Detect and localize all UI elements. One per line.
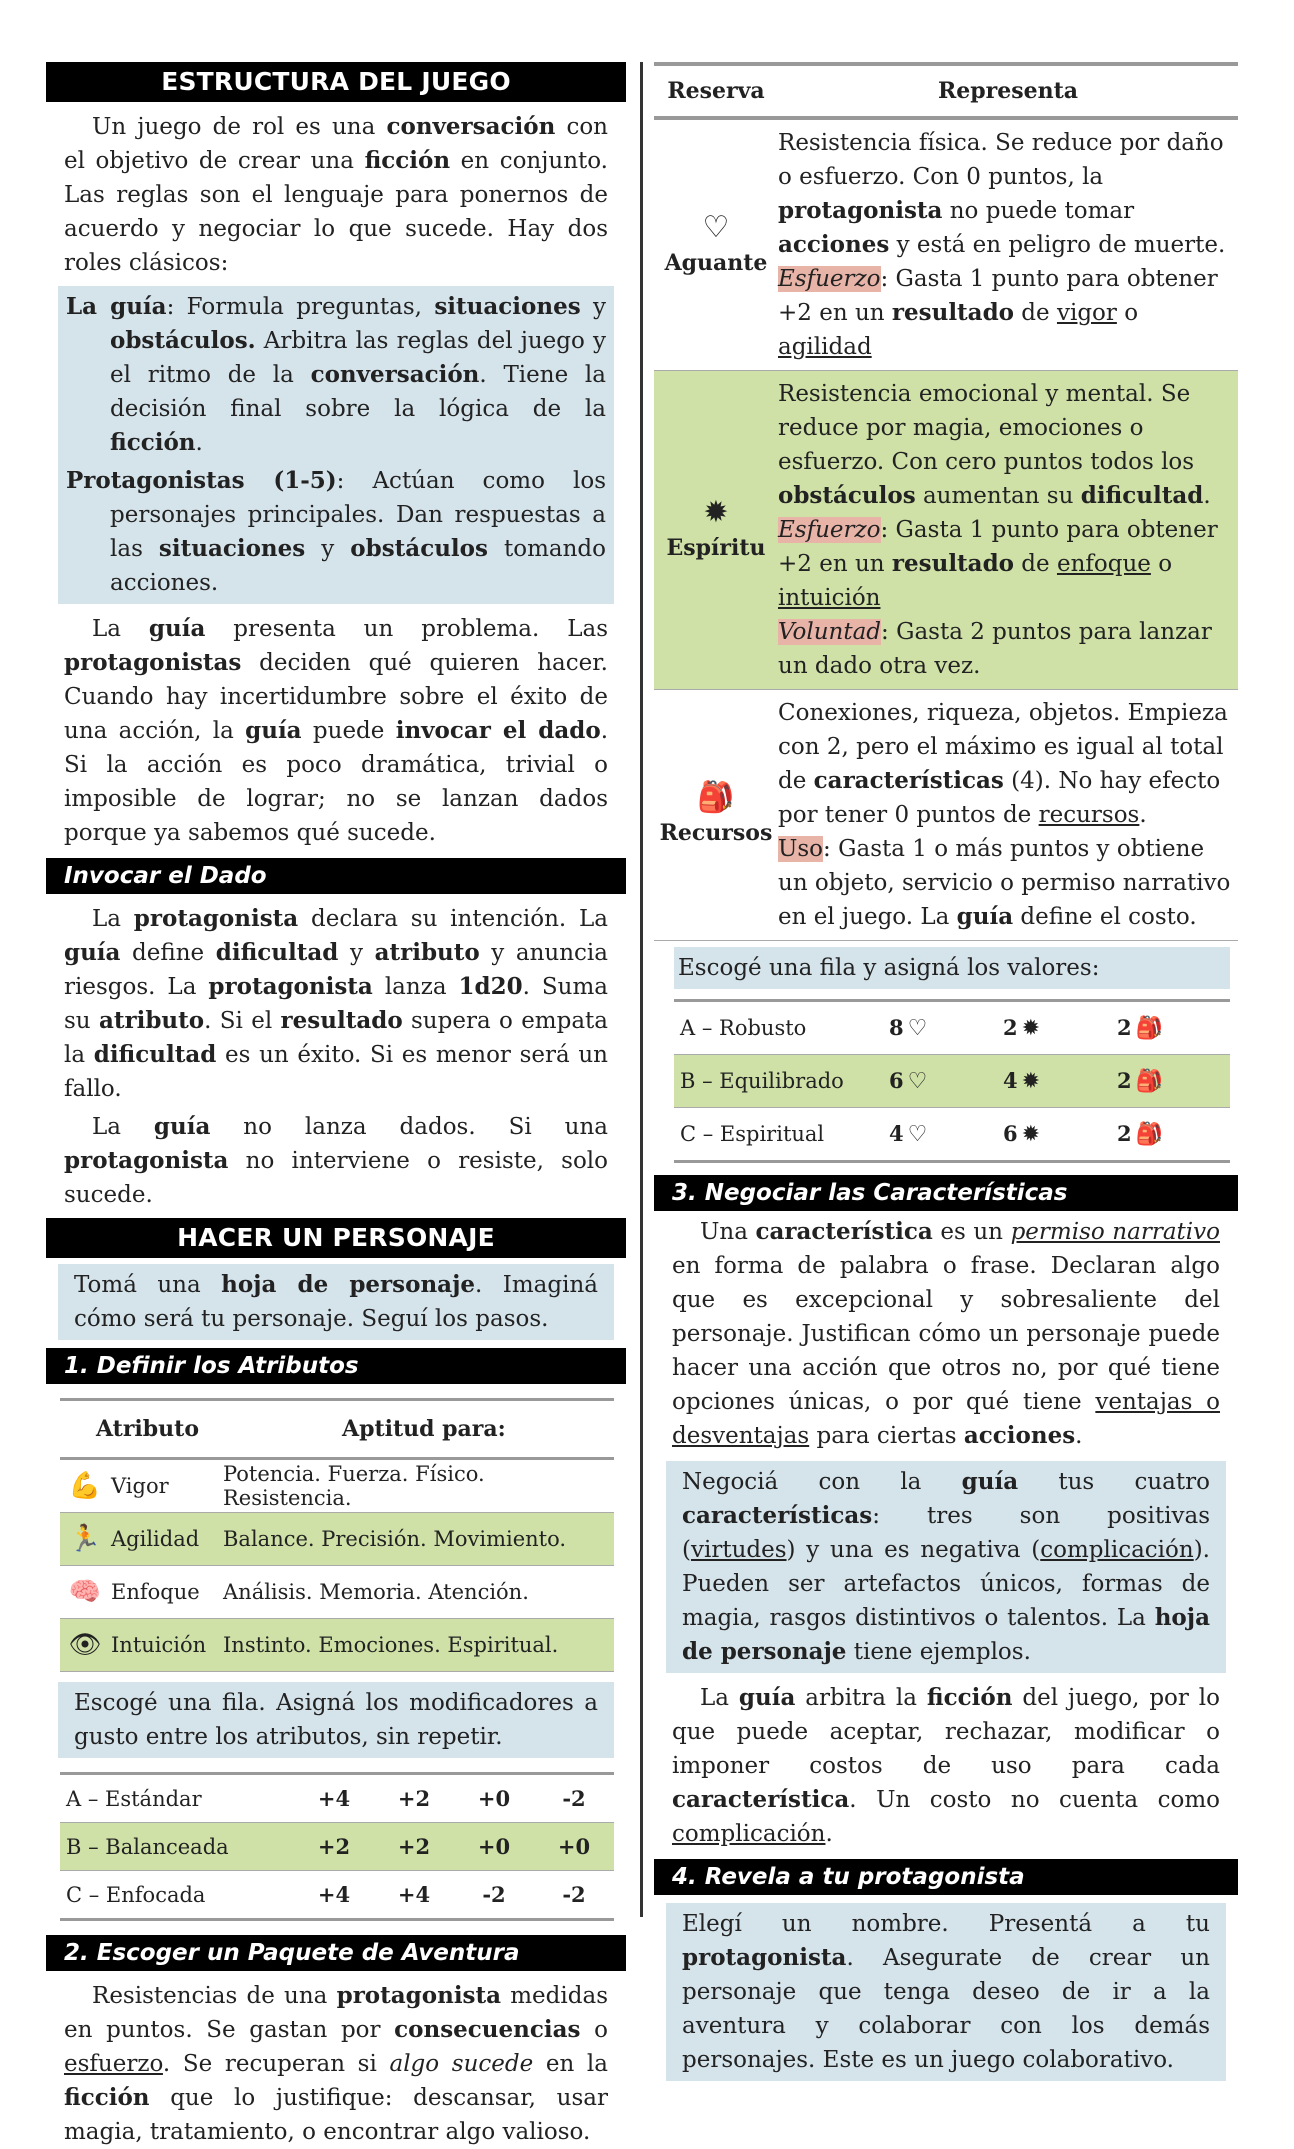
atributos-body: [60, 1459, 614, 1672]
seleccion-name: A – Robusto: [674, 1001, 888, 1055]
modificador-value: +4: [294, 1871, 374, 1920]
reserva-name: Aguante: [664, 250, 768, 276]
column-divider: [640, 62, 643, 1917]
text-run: de: [1014, 300, 1057, 326]
reserva-row: [654, 690, 1238, 941]
backpack-icon: 🎒: [1135, 1016, 1164, 1041]
text-run: conversación: [310, 361, 480, 388]
seleccion-value: 2: [1117, 1015, 1132, 1040]
heading-revela: 4. Revela a tu protagonista: [654, 1859, 1238, 1895]
text-run: Arbitra las reglas del juego y el ritmo de la: [110, 328, 606, 388]
text-run: Esfuerzo: [778, 517, 881, 543]
text-run: agilidad: [778, 334, 872, 360]
reserva-line: [778, 126, 1232, 262]
modificador-name: B – Balanceada: [60, 1823, 294, 1871]
text-run: hoja de personaje: [221, 1271, 476, 1298]
text-run: lanza: [372, 974, 459, 1000]
runner-icon: 🏃: [60, 1513, 110, 1566]
text-run: protagonista: [64, 1147, 229, 1174]
text-run: : tres son positivas (: [682, 1503, 1210, 1563]
modificador-value: +4: [374, 1871, 454, 1920]
text-run: ficción: [110, 429, 196, 456]
text-run: complicación: [672, 1821, 826, 1847]
heading-atributos: 1. Definir los Atributos: [46, 1348, 626, 1384]
text-run: Esfuerzo: [778, 266, 881, 292]
heart-icon: ♡: [907, 1122, 928, 1147]
reserva-desc: [778, 371, 1238, 690]
modificador-row: [60, 1823, 614, 1871]
seleccion-value-cell: [1116, 1001, 1230, 1055]
modificador-value: -2: [454, 1871, 534, 1920]
arbitra-paragraph: [654, 1673, 1238, 1851]
text-run: Negociá con la: [682, 1469, 962, 1495]
modificador-value: -2: [534, 1774, 614, 1823]
seleccion-row: [674, 1055, 1230, 1108]
heading-paquete: 2. Escoger un Paquete de Aventura: [46, 1935, 626, 1971]
sun-icon: ✹: [1021, 1016, 1041, 1041]
seleccion-name: B – Equilibrado: [674, 1055, 888, 1108]
heading-invocar: Invocar el Dado: [46, 858, 626, 894]
revela-box: [666, 1903, 1226, 2081]
reserva-body: [654, 118, 1238, 941]
seleccion-value: 6: [1003, 1121, 1018, 1146]
seleccion-value-cell: [888, 1001, 1002, 1055]
text-run: intuición: [778, 585, 881, 611]
negocia-box: [666, 1461, 1226, 1673]
text-run: : Gasta 1 punto para obtener +2 en un: [778, 517, 1218, 577]
seleccion-value-cell: [1002, 1108, 1116, 1162]
text-run: ventajas o desventajas: [672, 1389, 1220, 1449]
text-run: ficción: [364, 147, 451, 174]
text-run: o: [1150, 551, 1173, 577]
modificadores-box: [58, 1682, 614, 1758]
text-run: .: [1075, 1423, 1083, 1449]
text-run: conversación: [386, 113, 556, 140]
text-run: protagonistas: [64, 649, 242, 676]
atributo-header: Atributo: [96, 1416, 200, 1442]
text-run: enfoque: [1056, 551, 1151, 577]
backpack-icon: 🎒: [697, 780, 735, 815]
text-run: protagonista: [336, 1982, 502, 2009]
text-run: obstáculos.: [110, 327, 256, 354]
brain-icon: 🧠: [60, 1566, 110, 1619]
reserva-label: [654, 690, 778, 941]
text-run: vigor: [1056, 300, 1117, 326]
seleccion-text: Escogé una fila y asigná los valores:: [678, 955, 1100, 981]
text-run: situaciones: [158, 535, 306, 562]
modificador-value: +0: [454, 1823, 534, 1871]
modificador-value: -2: [534, 1871, 614, 1920]
revela-text: [682, 1907, 1210, 2077]
text-run: de: [1014, 551, 1057, 577]
modificador-value: +2: [374, 1823, 454, 1871]
modificadores-table: [60, 1772, 614, 1921]
text-run: del juego, por lo que puede aceptar, rechazar, modificar o imponer costos de uso para cada: [672, 1685, 1221, 1779]
text-run: no interviene o resiste, solo sucede.: [64, 1148, 608, 1208]
sun-icon: ✹: [1021, 1122, 1041, 1147]
text-run: . Asegurate de crear un personaje que tenga deseo de ir a la aventura y colaborar con los demás personajes. Este es un juego colaborativo.: [682, 1945, 1210, 2073]
text-run: acciones: [963, 1422, 1076, 1449]
seleccion-box: [674, 947, 1230, 989]
text-run: con el objetivo de crear una: [64, 114, 608, 174]
text-run: medidas en puntos. Se gastan por: [64, 1983, 608, 2043]
text-run: deciden qué quieren hacer. Cuando hay incertidumbre sobre el éxito de una acción, la: [64, 650, 608, 744]
seleccion-name: C – Espiritual: [674, 1108, 888, 1162]
seleccion-value-cell: [1116, 1108, 1230, 1162]
text-run: define: [120, 940, 216, 966]
text-run: La: [92, 1114, 154, 1140]
atributo-name: Vigor: [110, 1459, 222, 1513]
atributo-row: [60, 1513, 614, 1566]
text-run: características: [682, 1502, 873, 1529]
text-run: en forma de palabra o frase. Declaran algo que es excepcional y sobresaliente del personaje. Justifican cómo un personaje puede hacer una acción que otros no, por qué tiene opciones únicas, o por qué tiene: [672, 1253, 1220, 1415]
seleccion-value: 6: [889, 1068, 904, 1093]
atributo-row: [60, 1566, 614, 1619]
text-run: puede: [301, 718, 396, 744]
seleccion-row: [674, 1001, 1230, 1055]
modificadores-body: [60, 1774, 614, 1920]
text-run: algo sucede: [389, 2051, 534, 2077]
text-run: ). Pueden ser artefactos únicos, formas de magia, rasgos distintivos o talentos. La: [682, 1537, 1210, 1631]
text-run: . Si la acción es poco dramática, trivial o imposible de lograr; no se lanzan dados porque ya sabemos qué sucede.: [64, 718, 608, 846]
seleccion-value-cell: [1116, 1055, 1230, 1108]
personaje-text: [74, 1268, 598, 1336]
invocar-paragraph: [46, 894, 626, 1212]
text-run: dificultad: [93, 1041, 217, 1068]
reserva-name: Recursos: [659, 820, 773, 846]
text-run: consecuencias: [394, 2016, 581, 2043]
caracteristica-paragraph: [654, 1211, 1238, 1453]
text-run: tiene ejemplos.: [846, 1639, 1031, 1665]
text-run: acciones: [778, 231, 890, 258]
heading-estructura: ESTRUCTURA DEL JUEGO: [46, 62, 626, 102]
text-run: La: [700, 1685, 739, 1711]
text-run: . Suma su: [64, 974, 608, 1034]
seleccion-value: 4: [1003, 1068, 1018, 1093]
atributo-desc: Instinto. Emociones. Espiritual.: [222, 1619, 614, 1672]
text-run: permiso narrativo: [1010, 1219, 1220, 1245]
reserva-table: [654, 62, 1238, 941]
sun-icon: ✹: [1021, 1069, 1041, 1094]
seleccion-value-cell: [888, 1108, 1002, 1162]
heart-icon: ♡: [907, 1069, 928, 1094]
text-run: (4). No hay efecto por tener 0 puntos de: [778, 768, 1221, 828]
text-run: no puede tomar: [942, 198, 1135, 224]
text-run: protagonista: [208, 973, 373, 1000]
text-run: características: [813, 767, 1004, 794]
reserva-name: Espíritu: [666, 535, 766, 561]
text-run: resultado: [891, 299, 1014, 326]
text-run: característica: [672, 1786, 850, 1813]
flex-icon: 💪: [60, 1459, 110, 1513]
invocar-text: [64, 902, 608, 1106]
text-run: y está en peligro de muerte.: [889, 232, 1226, 258]
text-run: es un: [932, 1219, 1011, 1245]
text-run: y: [580, 294, 606, 320]
text-run: guía: [153, 1113, 211, 1140]
modificador-name: C – Enfocada: [60, 1871, 294, 1920]
seleccion-value: 2: [1003, 1015, 1018, 1040]
reserva-label: [654, 371, 778, 690]
atributo-name: Agilidad: [110, 1513, 222, 1566]
text-run: Elegí un nombre. Presentá a tu: [682, 1911, 1210, 1937]
problem-text: [64, 612, 608, 850]
modificador-row: [60, 1774, 614, 1823]
text-run: obstáculos: [778, 482, 916, 509]
atributo-desc: Análisis. Memoria. Atención.: [222, 1566, 614, 1619]
text-run: Voluntad: [778, 619, 882, 645]
seleccion-body: [674, 1001, 1230, 1162]
backpack-icon: 🎒: [1135, 1069, 1164, 1094]
text-run: protagonista: [778, 197, 943, 224]
text-run: Protagonistas (1-5): [66, 467, 337, 494]
text-run: .: [825, 1821, 833, 1847]
text-run: atributo: [98, 1007, 205, 1034]
seleccion-value: 2: [1117, 1068, 1132, 1093]
eye-icon: 👁: [60, 1619, 110, 1672]
personaje-box: [58, 1264, 614, 1340]
text-run: resultado: [891, 550, 1014, 577]
backpack-icon: 🎒: [1135, 1122, 1164, 1147]
text-run: guía: [738, 1684, 796, 1711]
text-run: 1d20: [458, 973, 523, 1000]
reserva-line: [778, 696, 1232, 832]
atributos-table: [60, 1398, 614, 1672]
text-run: guía: [245, 717, 302, 744]
seleccion-value: 4: [889, 1121, 904, 1146]
text-run: : Actúan como los personajes principales. Dan respuestas a las: [110, 468, 606, 562]
text-run: Uso: [778, 836, 824, 862]
text-run: La guía: [66, 293, 167, 320]
reserva-row: [654, 371, 1238, 690]
seleccion-value: 2: [1117, 1121, 1132, 1146]
text-run: característica: [755, 1218, 933, 1245]
text-run: en conjunto. Las reglas son el lenguaje para ponernos de acuerdo y negociar lo que sucede. Hay dos roles clásicos:: [64, 148, 608, 276]
atributo-name: Enfoque: [110, 1566, 222, 1619]
text-run: . Se recuperan si: [162, 2051, 390, 2077]
reserva-desc: [778, 118, 1238, 371]
text-run: resultado: [280, 1007, 403, 1034]
modificador-value: +0: [534, 1823, 614, 1871]
text-run: : Gasta 1 punto para obtener +2 en un: [778, 266, 1218, 326]
modificador-value: +2: [294, 1823, 374, 1871]
text-run: ficción: [64, 2084, 150, 2111]
atributo-row: [60, 1619, 614, 1672]
text-run: .: [1139, 802, 1147, 828]
seleccion-value-cell: [888, 1055, 1002, 1108]
text-run: La: [92, 906, 134, 932]
text-run: protagonista: [682, 1944, 847, 1971]
text-run: obstáculos: [350, 535, 488, 562]
atributo-desc: Balance. Precisión. Movimiento.: [222, 1513, 614, 1566]
modificadores-text: [74, 1686, 598, 1754]
text-run: aumentan su: [915, 483, 1081, 509]
text-run: supera o empata la: [64, 1008, 608, 1068]
reserva-line: [778, 615, 1232, 683]
text-run: . Un costo no cuenta como: [849, 1787, 1220, 1813]
text-run: protagonista: [133, 905, 299, 932]
reserva-header: Reserva: [667, 78, 765, 104]
arbitra-text: [672, 1681, 1220, 1851]
text-run: . Imaginá cómo será tu personaje. Seguí los pasos.: [74, 1272, 598, 1332]
guia-no-dados-text: [64, 1110, 608, 1212]
paquete-text: [64, 1979, 608, 2149]
text-run: Resistencia física. Se reduce por daño o esfuerzo. Con 0 puntos, la: [778, 130, 1224, 190]
reserva-line: [778, 377, 1232, 513]
text-run: atributo: [374, 939, 480, 966]
text-run: tomando acciones.: [110, 536, 606, 596]
heart-icon: ♡: [702, 210, 730, 245]
text-run: o: [580, 2017, 608, 2043]
reserva-line: [778, 832, 1232, 934]
representa-header: Representa: [937, 78, 1079, 104]
heading-personaje: HACER UN PERSONAJE: [46, 1218, 626, 1258]
text-run: guía: [961, 1468, 1019, 1495]
modificador-name: A – Estándar: [60, 1774, 294, 1823]
text-run: dificultad: [215, 939, 339, 966]
text-run: . Si el: [204, 1008, 281, 1034]
text-run: declara su intención. La: [298, 906, 609, 932]
text-run: recursos: [1038, 802, 1140, 828]
heart-icon: ♡: [907, 1016, 928, 1041]
text-run: La: [92, 616, 149, 642]
text-run: complicación: [1040, 1537, 1194, 1563]
text-run: define el costo.: [1013, 904, 1197, 930]
seleccion-value-cell: [1002, 1001, 1116, 1055]
text-run: .: [195, 430, 203, 456]
text-run: Escogé una fila. Asigná los modificadores a gusto entre los atributos, sin repetir.: [74, 1690, 598, 1750]
intro-text: [64, 110, 608, 280]
seleccion-row: [674, 1108, 1230, 1162]
text-run: guía: [956, 903, 1014, 930]
text-run: : Formula preguntas,: [166, 294, 435, 320]
modificador-row: [60, 1871, 614, 1920]
text-run: y anuncia riesgos. La: [64, 940, 608, 1000]
reserva-desc: [778, 690, 1238, 941]
problem-paragraph: [46, 604, 626, 850]
text-run: en la: [533, 2051, 608, 2077]
roles-box: [58, 286, 614, 604]
role-protagonistas: [66, 464, 606, 600]
seleccion-table: [674, 999, 1230, 1163]
atributo-name: Intuición: [110, 1619, 222, 1672]
text-run: Tomá una: [74, 1272, 222, 1298]
text-run: dificultad: [1080, 482, 1204, 509]
text-run: o: [1116, 300, 1139, 326]
right-column: [654, 62, 1238, 2081]
text-run: y: [305, 536, 351, 562]
negocia-text: [682, 1465, 1210, 1669]
text-run: que lo justifique: descansar, usar magia, tratamiento, o encontrar algo valioso.: [64, 2085, 608, 2145]
text-run: invocar el dado: [395, 717, 601, 744]
text-run: es un éxito. Si es menor será un fallo.: [64, 1042, 608, 1102]
text-run: Resistencias de una: [92, 1983, 337, 2009]
reserva-label: [654, 118, 778, 371]
text-run: Conexiones, riqueza, objetos. Empieza con 2, pero el máximo es igual al total de: [778, 700, 1228, 794]
text-run: guía: [148, 615, 206, 642]
atributo-row: [60, 1459, 614, 1513]
aptitud-header: Aptitud para:: [342, 1416, 506, 1442]
text-run: hoja de personaje: [682, 1604, 1210, 1665]
text-run: .: [1203, 483, 1211, 509]
text-run: presenta un problema. Las: [205, 616, 609, 642]
text-run: situaciones: [434, 293, 581, 320]
text-run: : Gasta 1 o más puntos y obtiene un objeto, servicio o permiso narrativo en el juego. La: [778, 836, 1231, 930]
paquete-paragraph: [46, 1971, 626, 2149]
reserva-line: [778, 513, 1232, 615]
atributo-desc: Potencia. Fuerza. Físico. Resistencia.: [222, 1459, 614, 1513]
sun-icon: ✹: [703, 495, 729, 530]
text-run: tus cuatro: [1018, 1469, 1210, 1495]
text-run: : Gasta 2 puntos para lanzar un dado otra vez.: [778, 619, 1212, 679]
text-run: y: [338, 940, 375, 966]
modificador-value: +0: [454, 1774, 534, 1823]
reserva-line: [778, 262, 1232, 364]
reserva-row: [654, 118, 1238, 371]
text-run: ficción: [926, 1684, 1013, 1711]
text-run: no lanza dados. Si una: [210, 1114, 608, 1140]
caracteristica-text: [672, 1215, 1220, 1453]
intro-paragraph: [46, 102, 626, 280]
text-run: Una: [700, 1219, 756, 1245]
text-run: virtudes: [690, 1537, 787, 1563]
text-run: guía: [64, 939, 121, 966]
text-run: arbitra la: [795, 1685, 927, 1711]
heading-caracteristicas: 3. Negociar las Características: [654, 1175, 1238, 1211]
seleccion-value-cell: [1002, 1055, 1116, 1108]
role-guia: [66, 290, 606, 460]
text-run: . Tiene la decisión final sobre la lógica de la: [110, 362, 606, 422]
text-run: Un juego de rol es una: [92, 114, 387, 140]
seleccion-value: 8: [889, 1015, 904, 1040]
text-run: esfuerzo: [64, 2051, 163, 2077]
left-column: [46, 62, 626, 2149]
text-run: Resistencia emocional y mental. Se reduce por magia, emociones o esfuerzo. Con cero puntos todos los: [778, 381, 1195, 475]
text-run: ) y una es negativa (: [786, 1537, 1041, 1563]
text-run: para ciertas: [809, 1423, 964, 1449]
modificador-value: +4: [294, 1774, 374, 1823]
modificador-value: +2: [374, 1774, 454, 1823]
